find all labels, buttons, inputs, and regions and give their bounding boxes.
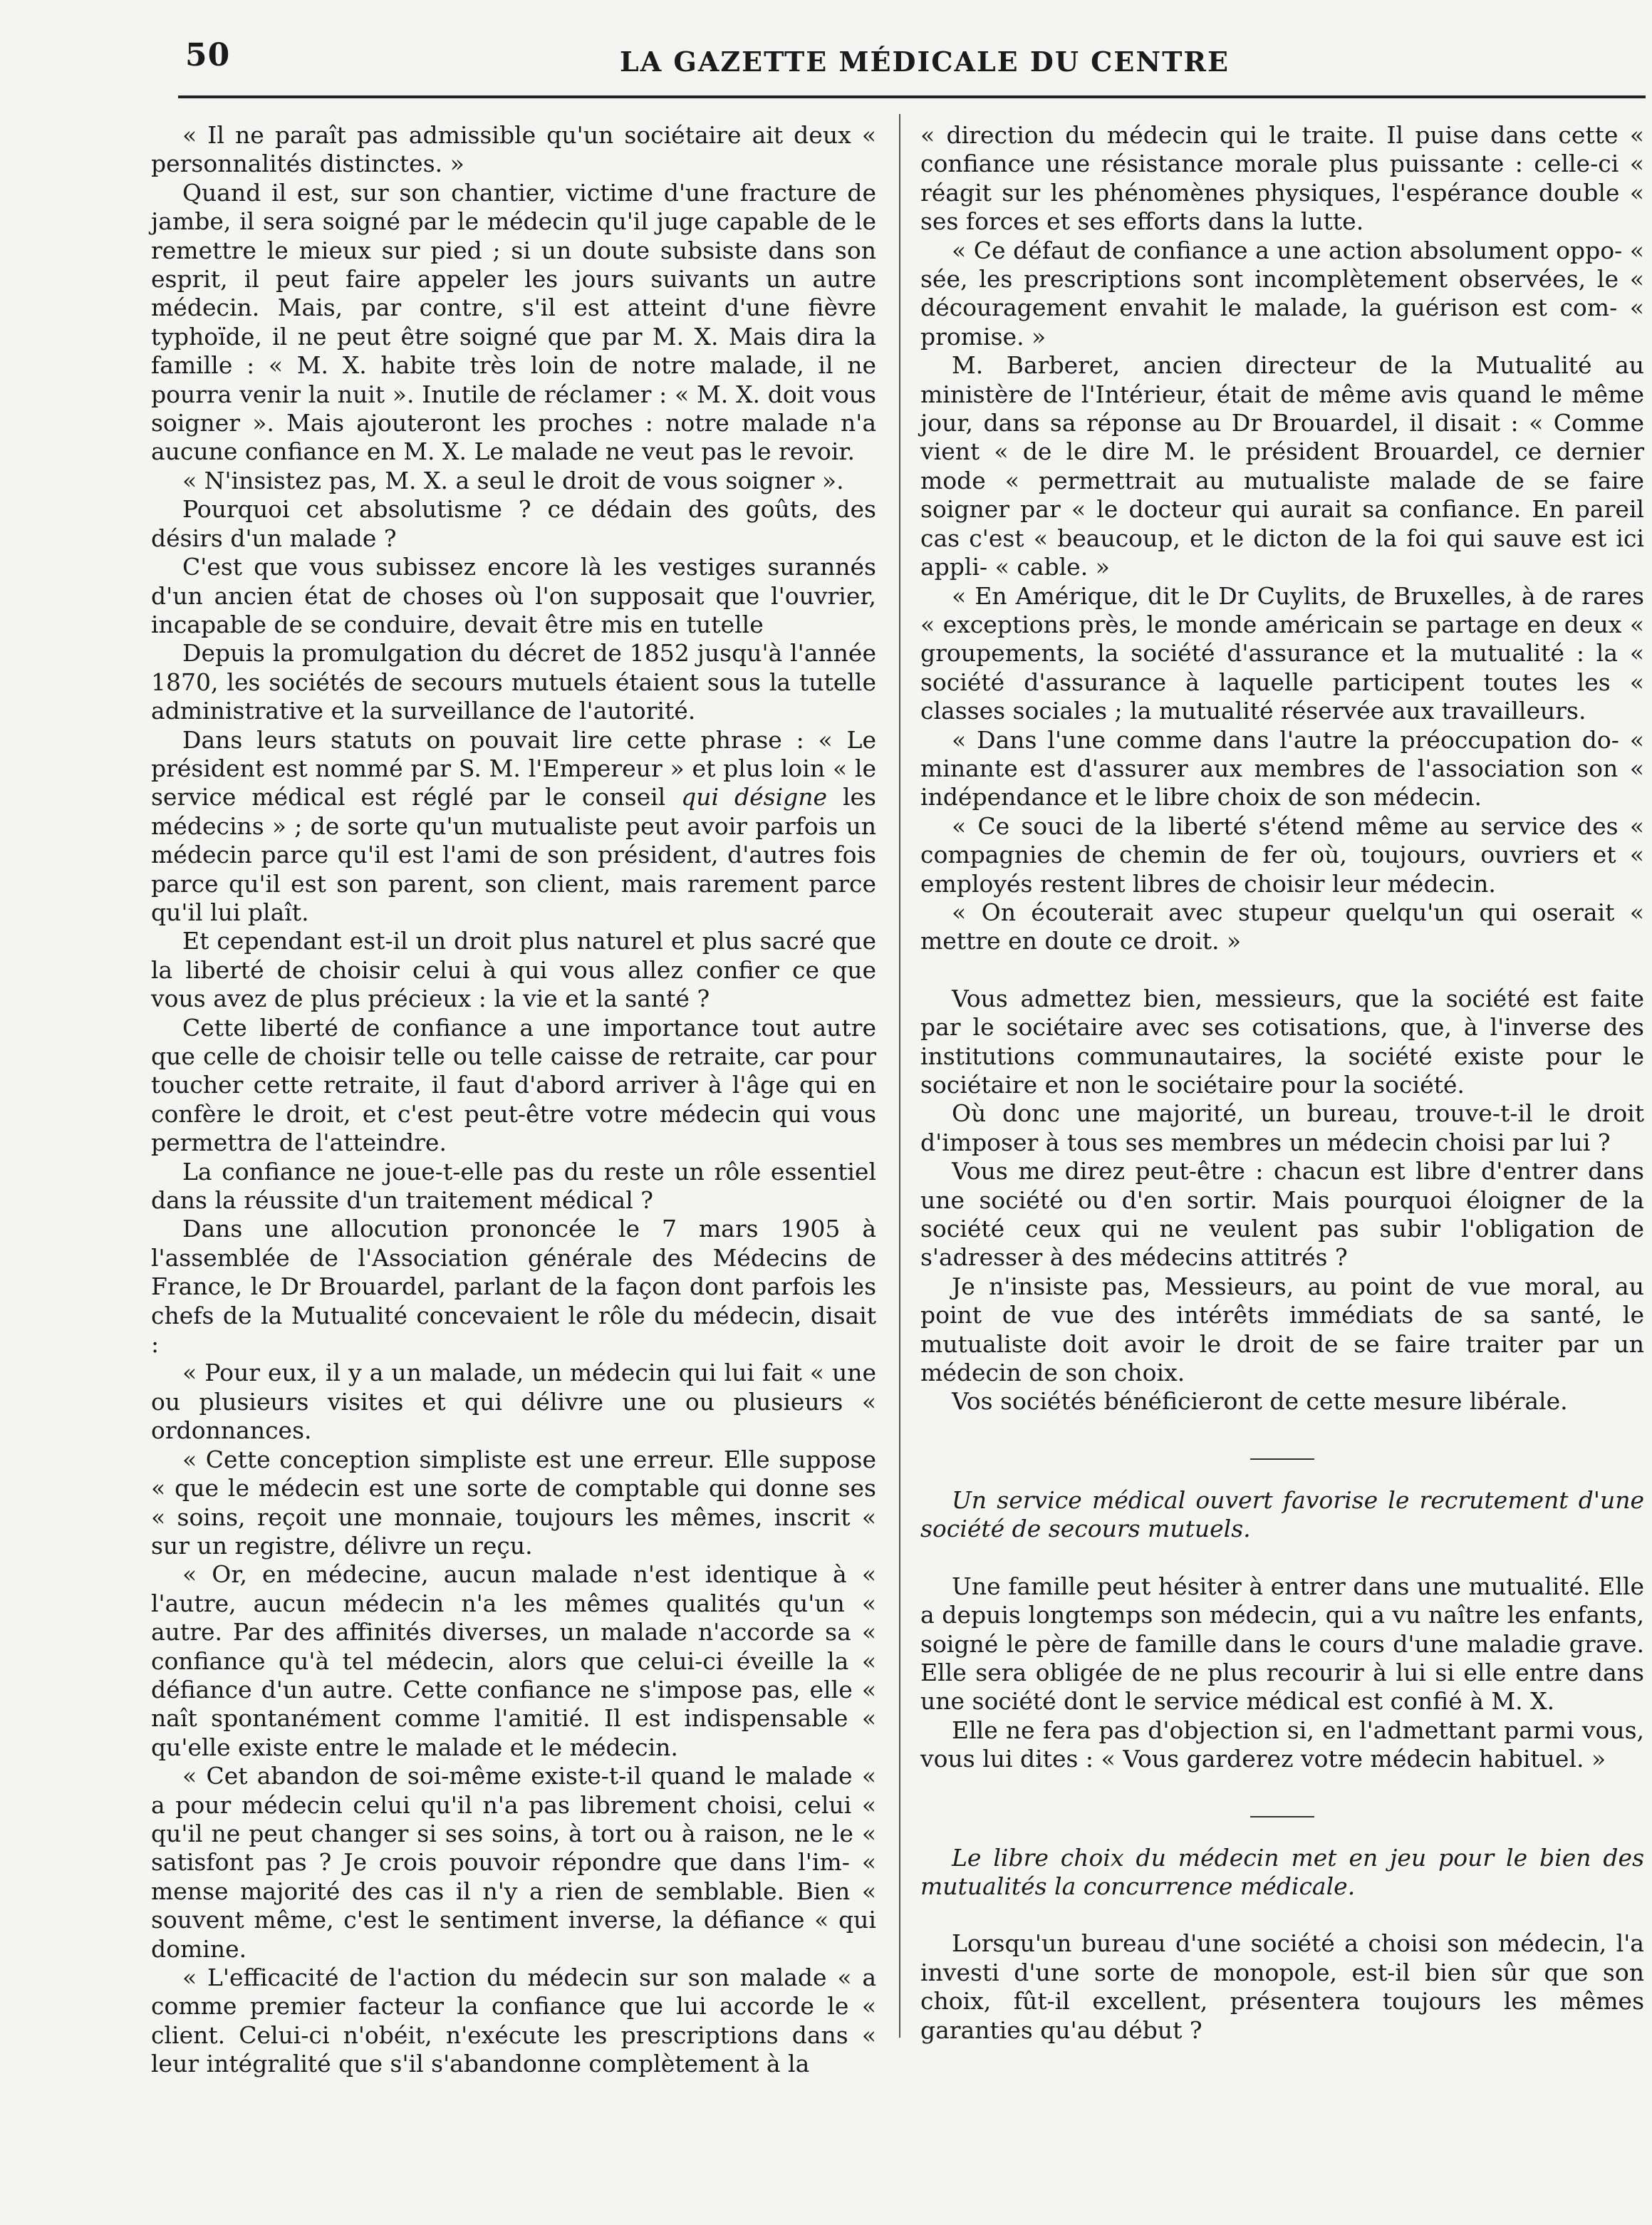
quote-paragraph: « Or, en médecine, aucun malade n'est identique à « l'autre, aucun médecin n'a les mêmes qualités qu'un « autre. Par des affinités diverses, un malade n'accorde sa « confiance qu'à tel médecin, alors que celui-ci éveille la « défiance d'un autre. Cette confiance ne s'impose pas, elle « naît spontanément comme l'amitié. Il est indispensable « qu'elle existe entre le malade et le médecin. [151,1560,876,1761]
left-column [151,121,876,2079]
paragraph: Vous me direz peut-être : chacun est libre d'entrer dans une société ou d'en sortir. Mais pourquoi éloigner de la société ceux qui ne veulent pas subir l'obligation de s'adresser à des médecins attitrés ? [920,1157,1644,1272]
quote-paragraph: « direction du médecin qui le traite. Il puise dans cette « confiance une résistance morale plus puissante : celle-ci « réagit sur les phénomènes physiques, l'espérance double « ses forces et ses efforts dans la lutte. [920,121,1644,236]
paragraph: Et cependant est-il un droit plus naturel et plus sacré que la liberté de choisir celui à qui vous allez confier ce que vous avez de plus précieux : la vie et la santé ? [151,927,876,1013]
paragraph: Une famille peut hésiter à entrer dans une mutualité. Elle a depuis longtemps son médecin, qui a vu naître les enfants, soigné le père de famille dans le cours d'une maladie grave. Elle sera obligée de ne plus recourir à lui si elle entre dans une société dont le service médical est confié à M. X. [920,1572,1644,1716]
paragraph: Depuis la promulgation du décret de 1852 jusqu'à l'année 1870, les sociétés de secours mutuels étaient sous la tutelle administrative et la surveillance de l'autorité. [151,639,876,725]
paragraph: Cette liberté de confiance a une importance tout autre que celle de choisir telle ou telle caisse de retraite, car pour toucher cette retraite, il faut d'abord arriver à l'âge qui en confère le droit, et c'est peut-être votre médecin qui vous permettra de l'atteindre. [151,1013,876,1157]
quote-paragraph: « Ce souci de la liberté s'étend même au service des « compagnies de chemin de fer où, toujours, ouvriers et « employés restent libres de choisir leur médecin. [920,811,1644,898]
paragraph: Vos sociétés bénéficieront de cette mesure libérale. [952,1387,1568,1416]
page-header [185,37,1652,87]
section-heading: Un service médical ouvert favorise le recrutement d'une société de secours mutuels. [920,1485,1644,1543]
paragraph: Où donc une majorité, un bureau, trouve-t-il le droit d'imposer à tous ses membres un médecin choisi par lui ? [920,1099,1644,1156]
paragraph-text: les médecins » ; de sorte qu'un mutualiste peut avoir parfois un médecin parce qu'il est l'ami de son président, d'autres fois parce qu'il est son parent, son client, mais rarement parce qu'il lui plaît. [151,783,876,926]
paragraph: Dans une allocution prononcée le 7 mars 1905 à l'assemblée de l'Association générale des Médecins de France, le Dr Brouardel, parlant de la façon dont parfois les chefs de la Mutualité concevaient le rôle du médecin, disait : [151,1215,876,1359]
paragraph: Lorsqu'un bureau d'une société a choisi son médecin, l'a investi d'une sorte de monopole, est-il bien sûr que son choix, fût-il excellent, présentera toujours les mêmes garanties qu'au début ? [920,1929,1644,2044]
paragraph: Je n'insiste pas, Messieurs, au point de vue moral, au point de vue des intérêts immédiats de sa santé, le mutualiste doit avoir le droit de se faire traiter par un médecin de son choix. [920,1272,1644,1387]
paragraph: C'est que vous subissez encore là les vestiges surannés d'un ancien état de choses où l'on supposait que l'ouvrier, incapable de se conduire, devait être mis en tutelle [151,553,876,638]
paragraph [151,726,876,928]
paragraph: La confiance ne joue-t-elle pas du reste un rôle essentiel dans la réussite d'un traitement médical ? [151,1157,876,1215]
page-number: 50 [185,37,231,73]
paragraph: Pourquoi cet absolutisme ? ce dédain des goûts, des désirs d'un malade ? [151,495,876,552]
quote-paragraph: « Pour eux, il y a un malade, un médecin qui lui fait « une ou plusieurs visites et qui délivre une ou plusieurs « ordonnances. [151,1359,876,1445]
paragraph: Elle ne fera pas d'objection si, en l'admettant parmi vous, vous lui dites : « Vous garderez votre médecin habituel. » [920,1716,1644,1773]
quote-paragraph: « L'efficacité de l'action du médecin sur son malade « a comme premier facteur la confiance que lui accorde le « client. Celui-ci n'obéit, n'exécute les prescriptions dans « leur intégralité que s'il s'abandonne complètement à la [151,1964,876,2078]
quote-paragraph: « Cet abandon de soi-même existe-t-il quand le malade « a pour médecin celui qu'il n'a pas librement choisi, celui « qu'il ne peut changer si ses soins, à tort ou à raison, ne le « satisfont pas ? Je crois pouvoir répondre que dans l'im- « mense majorité des cas il n'y a rien de semblable. Bien « souvent même, c'est le sentiment inverse, la défiance « qui domine. [151,1762,876,1963]
journal-title: LA GAZETTE MÉDICALE DU CENTRE [620,46,1230,78]
quote-paragraph: « Dans l'une comme dans l'autre la préoccupation do- « minante est d'assurer aux membres de l'association son « indépendance et le libre choix de son médecin. [920,725,1644,811]
paragraph: « Il ne paraît pas admissible qu'un sociétaire ait deux « personnalités distinctes. » [151,121,876,178]
paragraph: Vous admettez bien, messieurs, que la société est faite par le sociétaire avec ses cotisations, que, à l'inverse des institutions communautaires, la société existe pour le sociétaire et non le sociétaire pour la société. [920,984,1644,1099]
paragraph: Quand il est, sur son chantier, victime d'une fracture de jambe, il sera soigné par le médecin qu'il juge capable de le remettre le mieux sur pied ; si un doute subsiste dans son esprit, il peut faire appeler les jours suivants un autre médecin. Mais, par contre, s'il est atteint d'une fièvre typhoïde, il ne peut être soigné que par M. X. Mais dira la famille : « M. X. habite très loin de notre malade, il ne pourra venir la nuit ». Inutile de réclamer : « M. X. doit vous soigner ». Mais ajouteront les proches : notre malade n'a aucune confiance en M. X. Le malade ne veut pas le revoir. [151,178,876,466]
quote-paragraph: « On écouterait avec stupeur quelqu'un qui oserait « mettre en doute ce droit. » [920,898,1644,955]
emphasis-text: qui désigne [681,783,828,811]
section-heading: Le libre choix du médecin met en jeu pour le bien des mutualités la concurrence médicale. [920,1843,1644,1900]
quote-paragraph: « Ce défaut de confiance a une action absolument oppo- « sée, les prescriptions sont incomplètement observées, le « découragement envahit le malade, la guérison est com- « promise. » [920,236,1644,351]
quote-paragraph: « En Amérique, dit le Dr Cuylits, de Bruxelles, à de rares « exceptions près, le monde américain se partage en deux « groupements, la société d'assurance et la mutualité : la « société d'assurance à laquelle participent toutes les « classes sociales ; la mutualité réservée aux travailleurs. [920,581,1644,725]
quote-paragraph: « Cette conception simpliste est une erreur. Elle suppose « que le médecin est une sorte de comptable qui donne ses « soins, reçoit une monnaie, toujours les mêmes, inscrit « sur un registre, délivre un reçu. [151,1445,876,1560]
right-column [920,121,1644,2045]
column-divider [899,114,900,2038]
paragraph-text: Dans leurs statuts on pouvait lire cette phrase : « Le président est nommé par S. M. l'Empereur » et plus loin « le service médical est réglé par le conseil [151,725,876,811]
section-separator [920,1801,1644,1821]
paragraph: M. Barberet, ancien directeur de la Mutualité au ministère de l'Intérieur, était de même avis quand le même jour, dans sa réponse au Dr Brouardel, il disait : « Comme vient « de le dire M. le président Brouardel, ce dernier mode « permettrait au mutualiste malade de se faire soigner par « le docteur qui aurait sa confiance. En pareil cas c'est « beaucoup, et le dicton de la foi qui sauve est ici appli- « cable. » [920,351,1644,581]
section-separator [920,1443,1644,1463]
header-rule [178,95,1646,98]
paragraph: « N'insistez pas, M. X. a seul le droit de vous soigner ». [182,466,844,494]
